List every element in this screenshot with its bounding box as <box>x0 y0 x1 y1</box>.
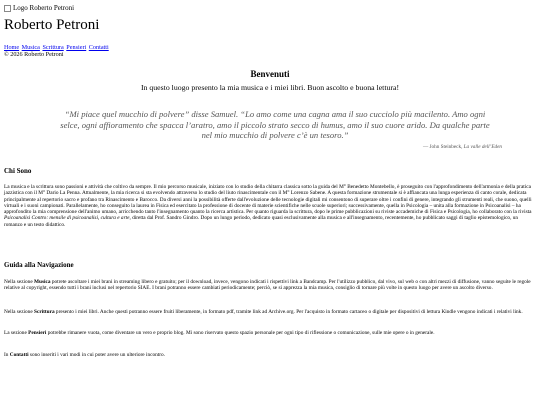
guide-scrittura-paragraph <box>4 309 536 315</box>
guide-p4-section: Contatti <box>9 352 29 358</box>
broken-image-icon <box>4 5 11 12</box>
site-title: Roberto Petroni <box>4 17 100 33</box>
guide-p2-section: Scrittura <box>34 309 55 315</box>
nav-link-contatti[interactable]: Contatti <box>88 44 109 51</box>
nav-link-home[interactable]: Home <box>4 44 20 51</box>
logo-alt-text: Logo Roberto Petroni <box>13 4 75 12</box>
about-text-end: , diretta dal Prof. Sandro Gindro. Dopo un lungo periodo, dedicato quasi esclusivamente alla musica e all'insegnamento, recentemente, ho pubblicato saggi di taglio epistemologico, un romanzo e un testo didattico. <box>4 215 519 228</box>
guide-p1-a: Nella sezione <box>4 279 35 285</box>
guide-p4-a: In <box>4 352 10 358</box>
steinbeck-quote: “Mi piace quel mucchio di polvere” disse Samuel. “Lo amo come una cagna ama il suo cucciolo più macilento. Amo ogni selce, ogni affioramento che spacca l’aratro, amo il piccolo strato secco di humus, amo il suo cuore arido. Da qualche parte nel mio mucchio di polvere c’è un tesoro.” <box>60 109 490 141</box>
about-text <box>4 184 536 228</box>
quote-source: La valle dell’Eden <box>463 144 502 150</box>
welcome-title: Benvenuti <box>250 69 290 79</box>
magazine-title: Psicoanalisi Contro: mensile di psicoanalisi, cultura e arte <box>4 215 130 222</box>
about-text-main: La musica e la scrittura sono passioni e attività che coltivo da sempre. Il mio percorso musicale, iniziato con lo studio della chitarra classica sotto la guida del M° Benedetto Montebello, è proseguito con l'approfondimento dell'armonia e della pratica jazzistica con il M° Dario La Penna. Attualmente, la mia ricerca si sta evolvendo attraverso lo studio del liuto rinascimentale con il M° Lorenzo Sabene. A questa formazione strumentale si è affiancata una lunga esperienza di canto corale, dedicata principalmente al repertorio sacro e profano tra Rinascimento e Barocco. Da diversi anni la possibilità offerte dall'evoluzione delle tecnologie digitali mi consentono di superare oltre i confini di genere, integrando gli strumenti reali, che suono, quelli virtuali e i suoni campionati. Parallelamente, ho conseguito la laurea in Fisica ed esercitato la professione di docente di materie scientifiche nelle scuole superiori; successivamente, quella in Psicologia – unita alla formazione in Psicoanalisi – ha approfondito la mia comprensione dell'animo umano, arricchendo tanto l'insegnamento quanto la ricerca artistica. Per quanto riguarda la scrittura, dopo le prime pubblicazioni su riviste accademiche di Fisica e Psicologia, ho collaborato con la rivista <box>4 184 532 216</box>
guide-p4-c: sono inseriti i vari modi in cui poter avere un ulteriore incontro. <box>28 352 165 358</box>
quote-author: — John Steinbeck, <box>423 144 464 150</box>
main-nav <box>4 44 110 51</box>
guide-contatti-paragraph <box>4 352 536 358</box>
guide-p3-a: La sezione <box>4 330 29 336</box>
welcome-subtitle: In questo luogo presento la mia musica e i miei libri. Buon ascolto e buona lettura! <box>140 83 400 92</box>
copyright: © 2026 Roberto Petroni <box>4 51 64 58</box>
nav-link-musica[interactable]: Musica <box>21 44 40 51</box>
guide-p1-section: Musica <box>34 279 51 285</box>
nav-link-scrittura[interactable]: Scrittura <box>42 44 64 51</box>
guide-p2-a: Nella sezione <box>4 309 35 315</box>
guide-p3-c: potrebbe rimanere vuota, come diventare un vero e proprio blog. Mi sono riservato questo spazio personale per ogni tipo di riflessione o comunicazione, sulle mie opere o in generale. <box>46 330 435 336</box>
site-logo <box>4 4 74 12</box>
guide-musica-paragraph <box>4 279 536 292</box>
guide-p1-c: potrete ascoltare i miei brani in streaming libero e gratuito; per il download, invece, vengono indicati i rispettivi link a Bandcamp. Per l'utilizzo pubblico, dal vivo, sul web o con altri mezzi di diffusione, vanno seguite le regole relative al copyright, essendo tutti i brani inclusi nel repertorio SIAE. I brani potranno essere cambiati periodicamente; perciò, se si apprezza la mia musica, consiglio di tornare più volte in questo luogo per avere un ascolto diverso. <box>4 279 531 292</box>
quote-attribution <box>423 144 502 150</box>
welcome-section <box>0 69 540 92</box>
about-heading: Chi Sono <box>4 167 32 175</box>
guide-pensieri-paragraph <box>4 330 536 336</box>
guide-p2-c: presento i miei libri. Anche questi potranno essere fruiti liberamente, in formato pdf, tramite link ad Archive.org. Per l'acquisto in formato cartaceo o digitale per dispositivi di lettura Kindle vengono indicati i relativi link. <box>54 309 523 315</box>
guide-heading: Guida alla Navigazione <box>4 261 74 269</box>
guide-p3-section: Pensieri <box>28 330 47 336</box>
nav-link-pensieri[interactable]: Pensieri <box>66 44 87 51</box>
